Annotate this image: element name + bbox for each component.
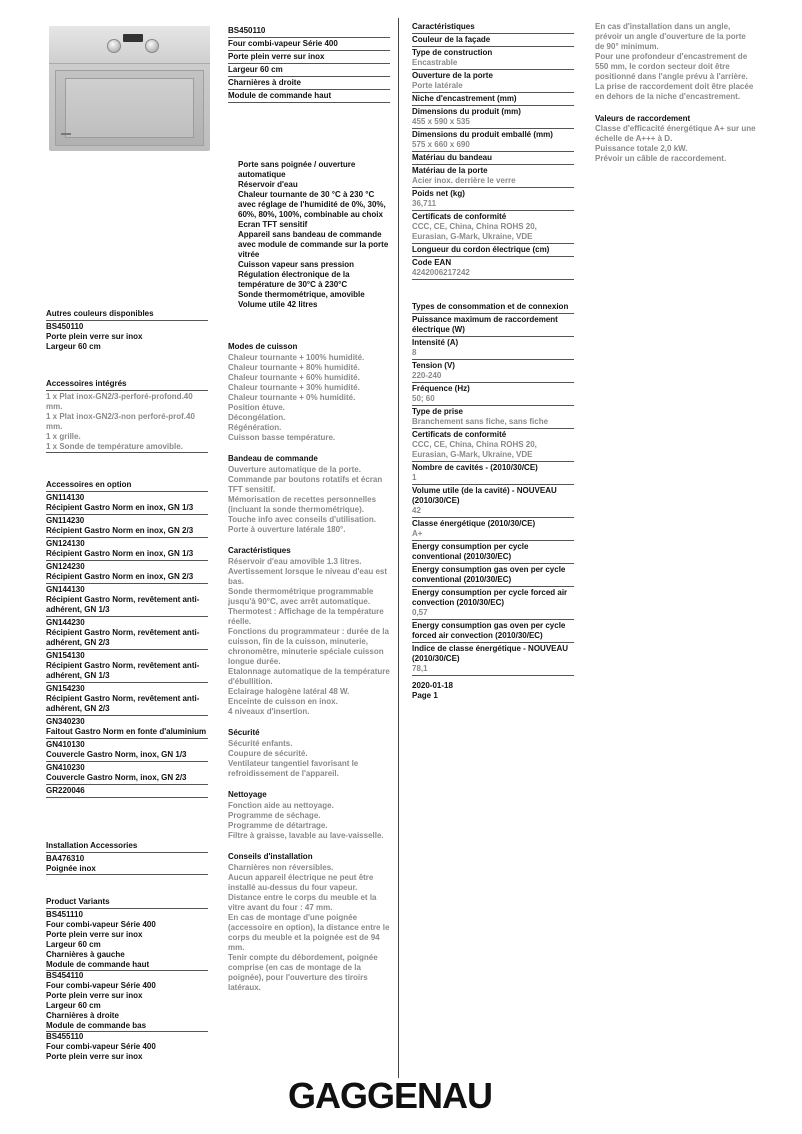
accessory-code: GN144130 [46,585,85,594]
list-item: Porte plein verre sur inox [46,332,143,341]
section-line: Tenir compte du débordement, poignée comprise (en cas de montage de la poignée), pour l'ouverture des tiroirs latéraux. [228,953,378,992]
spacer [228,841,392,852]
spec-value: 1 [412,473,417,482]
section-line: Coupure de sécurité. [228,749,308,758]
section-heading: Bandeau de commande [228,454,318,463]
list-item: 1 x Sonde de température amovible. [46,442,208,453]
spec-row [412,315,574,337]
spec-label: Nombre de cavités - (2010/30/CE) [412,463,538,472]
spec-label: Certificats de conformité [412,212,507,221]
list-item: Four combi-vapeur Série 400 [46,981,156,990]
spec-label: Intensité (A) [412,338,459,347]
install-note: La prise de raccordement doit être placée en dehors de la niche d'encastrement. [595,82,754,101]
spec-label: Couleur de la façade [412,35,491,44]
product-image [49,26,210,151]
list-item: Largeur 60 cm [46,940,101,949]
control-panel [49,26,210,64]
spec-label: Dimensions du produit (mm) [412,107,521,116]
column-left [46,309,208,1062]
section-line: Porte à ouverture latérale 180°. [228,525,346,534]
spacer [46,352,208,379]
spec-row [412,565,574,587]
spec-label: Classe énergétique (2010/30/CE) [412,519,536,528]
spec-value: Encastrable [412,58,458,67]
install-note: En cas d'installation dans un angle, prévoir un angle d'ouverture de la porte de 90° minimum. [595,22,746,51]
section-line: Chaleur tournante + 80% humidité. [228,363,360,372]
feature-item: Sonde thermométrique, amovible [238,290,365,299]
section-line: Etalonnage automatique de la température d'ébullition. [228,667,390,686]
header-line: Largeur 60 cm [228,65,390,77]
list-item: Porte plein verre sur inox [46,1052,143,1061]
header-line: BS450110 [228,26,390,38]
list-item: BS451110 [46,910,83,919]
spec-row [412,35,574,47]
spec-row [412,407,574,429]
accessory-code: GN340230 [46,717,85,726]
list-item: Porte plein verre sur inox [46,991,143,1000]
spec-row [412,430,574,462]
accessory-item [46,786,208,798]
accessory-item [46,562,208,584]
section-line: Avertissement lorsque le niveau d'eau est bas. [228,567,387,586]
section-line: Charnières non réversibles. [228,863,334,872]
accessory-item [46,740,208,762]
list-item: Module de commande bas [46,1021,208,1032]
spec-value: Acier inox. derrière le verre [412,176,516,185]
product-header [228,26,390,103]
spec-label: Energy consumption gas oven per cycle forced air convection (2010/30/EC) [412,621,566,640]
spacer [46,453,208,480]
spec-label: Matériau de la porte [412,166,488,175]
header-line: Porte plein verre sur inox [228,52,390,64]
section-heading: Accessoires intégrés [46,379,208,391]
spec-label: Fréquence (Hz) [412,384,470,393]
section-line: Mémorisation de recettes personnelles (incluant la sonde thermométrique). [228,495,377,514]
spec-value: 455 x 590 x 535 [412,117,470,126]
section-line: Programme de détartrage. [228,821,328,830]
column-middle [228,26,390,104]
accessory-code: GN410130 [46,740,85,749]
section-line: Chaleur tournante + 60% humidité. [228,373,360,382]
list-item: Poignée inox [46,864,208,875]
list-item: BS455110 [46,1032,84,1041]
spec-row [412,621,574,643]
spec-value: CCC, CE, China, China ROHS 20, Eurasian, G-Mark, Ukraine, VDE [412,222,537,241]
spec-value: 42 [412,506,421,515]
accessory-code: GN154230 [46,684,85,693]
accessory-code: GN154130 [46,651,85,660]
section-line: Programme de séchage. [228,811,321,820]
accessory-desc: Couvercle Gastro Norm, inox, GN 1/3 [46,750,187,759]
spec-row [412,361,574,383]
spec-row [412,130,574,152]
list-item: BS450110 [46,322,84,331]
page-number: Page 1 [412,691,438,700]
spacer [46,799,208,841]
list-item: 1 x grille. [46,432,81,441]
section-heading: Valeurs de raccordement [595,114,691,123]
feature-item: Ecran TFT sensitif [238,220,308,229]
section-heading: Caractéristiques [412,22,574,34]
accessory-item [46,539,208,561]
spec-row [412,588,574,620]
section-line: Filtre à graisse, lavable au lave-vaisselle. [228,831,384,840]
accessory-desc: Couvercle Gastro Norm, inox, GN 2/3 [46,773,187,782]
spec-row [412,486,574,518]
section-line: Décongélation. [228,413,286,422]
section-line: Sécurité enfants. [228,739,293,748]
spec-label: Puissance maximum de raccordement électrique (W) [412,315,558,334]
section-line: En cas de montage d'une poignée (accessoire en option), la distance entre le corps du meuble et la poignée est de 94 mm. [228,913,390,952]
spec-value: 50; 60 [412,394,435,403]
accessory-desc: Faitout Gastro Norm en fonte d'aluminium [46,727,207,736]
spacer [228,535,392,546]
spec-label: Volume utile (de la cavité) - NOUVEAU (2010/30/CE) [412,486,557,505]
spec-label: Matériau du bandeau [412,153,493,162]
list-item: Charnières à gauche [46,950,125,959]
spacer [228,993,392,1004]
spec-value: 0,57 [412,608,428,617]
feature-item: Porte sans poignée / ouverture automatique [238,160,356,179]
connection-line: Classe d'efficacité énergétique A+ sur une échelle de A+++ à D. [595,124,756,143]
accessory-desc: Récipient Gastro Norm, revêtement anti-adhérent, GN 2/3 [46,694,200,713]
brand-logo: GAGGENAU [288,1075,493,1116]
spec-value: 8 [412,348,417,357]
list-item: Four combi-vapeur Série 400 [46,920,156,929]
section-line: Position étuve. [228,403,285,412]
accessory-desc: Récipient Gastro Norm en inox, GN 1/3 [46,503,194,512]
spec-value: Porte latérale [412,81,463,90]
oven-window [65,78,194,138]
list-item: BS454110 [46,971,84,980]
accessory-item [46,618,208,650]
section-line: Aucun appareil électrique ne peut être installé au-dessus du four vapeur. [228,873,374,892]
spec-label: Energy consumption per cycle forced air convection (2010/30/EC) [412,588,568,607]
spec-label: Niche d'encastrement (mm) [412,94,517,103]
section-heading: Modes de cuisson [228,342,298,351]
spec-label: Certificats de conformité [412,430,507,439]
spec-label: Energy consumption gas oven per cycle conventional (2010/30/EC) [412,565,566,584]
spec-value: 575 x 660 x 690 [412,140,470,149]
header-line: Charnières à droite [228,78,390,90]
accessory-code: GN114130 [46,493,85,502]
accessory-item [46,717,208,739]
accessory-item [46,684,208,716]
control-knob-right [145,39,159,53]
feature-item: Cuisson vapeur sans pression [238,260,355,269]
spec-label: Type de prise [412,407,463,416]
spec-value: A+ [412,529,423,538]
section-line: Eclairage halogène latéral 48 W. [228,687,350,696]
accessory-item [46,585,208,617]
accessory-item [46,763,208,785]
section-heading: Accessoires en option [46,480,208,492]
accessory-desc: Récipient Gastro Norm, revêtement anti-adhérent, GN 2/3 [46,628,200,647]
accessory-code: GN124230 [46,562,85,571]
list-item: BA476310 [46,854,85,863]
section-line: 4 niveaux d'insertion. [228,707,310,716]
spec-label: Longueur du cordon électrique (cm) [412,245,550,254]
section-line: Fonctions du programmateur : durée de la cuisson, fin de la cuisson, minuterie, chronomètre, minuterie spéciale cuisson longue durée. [228,627,389,666]
list-item: 1 x Plat inox-GN2/3-non perforé-prof.40 mm. [46,412,195,431]
accessory-code: GN114230 [46,516,85,525]
section-line: Fonction aide au nettoyage. [228,801,334,810]
section-line: Réservoir d'eau amovible 1.3 litres. [228,557,362,566]
section-line: Enceinte de cuisson en inox. [228,697,338,706]
feature-item: Réservoir d'eau [238,180,298,189]
display [123,34,143,42]
section-line: Chaleur tournante + 0% humidité. [228,393,356,402]
spec-row [412,189,574,211]
section-heading: Product Variants [46,897,208,909]
section-line: Distance entre le corps du meuble et la vitre avant du four : 47 mm. [228,893,377,912]
accessory-desc: Récipient Gastro Norm en inox, GN 2/3 [46,572,194,581]
column-specs [412,22,574,281]
section-line: Sonde thermométrique programmable jusqu'à 90°C, avec arrêt automatique. [228,587,374,606]
accessory-desc: Récipient Gastro Norm en inox, GN 1/3 [46,549,194,558]
accessory-code: GN144230 [46,618,85,627]
list-item: Module de commande haut [46,960,208,971]
accessory-code: GN410230 [46,763,85,772]
section-heading: Sécurité [228,728,260,737]
date: 2020-01-18 [412,681,453,690]
accessory-desc: Récipient Gastro Norm en inox, GN 2/3 [46,526,194,535]
spec-label: Ouverture de la porte [412,71,493,80]
column-consumption [412,302,574,701]
list-item: Largeur 60 cm [46,342,101,351]
feature-item: Chaleur tournante de 30 °C à 230 °C avec réglage de l'humidité de 0%, 30%, 60%, 80%, 100%, combinable au choix [238,190,386,219]
section-heading: Autres couleurs disponibles [46,309,208,321]
list-item: Four combi-vapeur Série 400 [46,1042,156,1051]
section-line: Ventilateur tangentiel favorisant le refroidissement de l'appareil. [228,759,359,778]
spacer [46,875,208,897]
section-line: Ouverture automatique de la porte. [228,465,361,474]
spacer [595,102,757,114]
spec-row [412,519,574,541]
spec-row [412,94,574,106]
feature-item: Régulation électronique de la température de 30°C à 230°C [238,270,350,289]
section-line: Chaleur tournante + 30% humidité. [228,383,360,392]
column-right [595,22,757,164]
spec-row [412,463,574,485]
section-line: Touche info avec conseils d'utilisation. [228,515,377,524]
spec-value: 36,711 [412,199,437,208]
spec-row [412,245,574,257]
spec-value: 4242006217242 [412,268,470,277]
spacer [228,443,392,454]
connection-line: Prévoir un câble de raccordement. [595,154,727,163]
spec-row [412,644,574,676]
spec-row [412,212,574,244]
spec-value: 220-240 [412,371,442,380]
spec-row [412,338,574,360]
spec-row [412,48,574,70]
section-line: Thermotest : Affichage de la température réelle. [228,607,384,626]
spec-value: 78,1 [412,664,428,673]
section-heading: Nettoyage [228,790,267,799]
section-heading: Installation Accessories [46,841,208,853]
feature-item: Appareil sans bandeau de commande avec module de commande sur la porte vitrée [238,230,389,259]
section-heading: Caractéristiques [228,546,291,555]
connection-line: Puissance totale 2,0 kW. [595,144,688,153]
spec-label: Indice de classe énergétique - NOUVEAU (2010/30/CE) [412,644,569,663]
section-heading: Types de consommation et de connexion [412,302,574,314]
features-list [238,160,390,310]
spec-row [412,258,574,280]
header-line: Module de commande haut [228,91,390,103]
spec-label: Type de construction [412,48,493,57]
spec-value: Branchement sans fiche, sans fiche [412,417,549,426]
feature-item: Volume utile 42 litres [238,300,318,309]
spacer [228,717,392,728]
list-item: 1 x Plat inox-GN2/3-perforé-profond.40 mm. [46,392,193,411]
list-item: Porte plein verre sur inox [46,930,143,939]
spacer [228,779,392,790]
spec-row [412,166,574,188]
spec-row [412,153,574,165]
section-line: Cuisson basse température. [228,433,336,442]
feature-sections [228,342,392,1004]
list-item: Largeur 60 cm [46,1001,101,1010]
spec-label: Dimensions du produit emballé (mm) [412,130,553,139]
spec-value: CCC, CE, China, China ROHS 20, Eurasian, G-Mark, Ukraine, VDE [412,440,537,459]
section-heading: Conseils d'installation [228,852,313,861]
header-line: Four combi-vapeur Série 400 [228,39,390,51]
spec-label: Code EAN [412,258,452,267]
spec-row [412,107,574,129]
section-line: Commande par boutons rotatifs et écran TFT sensitif. [228,475,383,494]
spec-label: Energy consumption per cycle conventional (2010/30/EC) [412,542,529,561]
accessory-code: GR220046 [46,786,85,795]
accessory-desc: Récipient Gastro Norm, revêtement anti-adhérent, GN 1/3 [46,595,200,614]
spec-row [412,542,574,564]
accessory-item [46,651,208,683]
control-knob-left [107,39,121,53]
accessory-item [46,493,208,515]
spec-label: Poids net (kg) [412,189,465,198]
spec-row [412,384,574,406]
accessory-code: GN124130 [46,539,85,548]
section-line: Chaleur tournante + 100% humidité. [228,353,365,362]
brand-tag [61,133,71,135]
list-item: Charnières à droite [46,1011,119,1020]
spec-row [412,71,574,93]
section-line: Régénération. [228,423,282,432]
column-divider [398,18,399,1078]
spec-label: Tension (V) [412,361,455,370]
install-note: Pour une profondeur d'encastrement de 550 mm, le cordon secteur doit être positionné dans l'angle prévu à l'arrière. [595,52,748,81]
accessory-desc: Récipient Gastro Norm, revêtement anti-adhérent, GN 1/3 [46,661,200,680]
accessory-item [46,516,208,538]
